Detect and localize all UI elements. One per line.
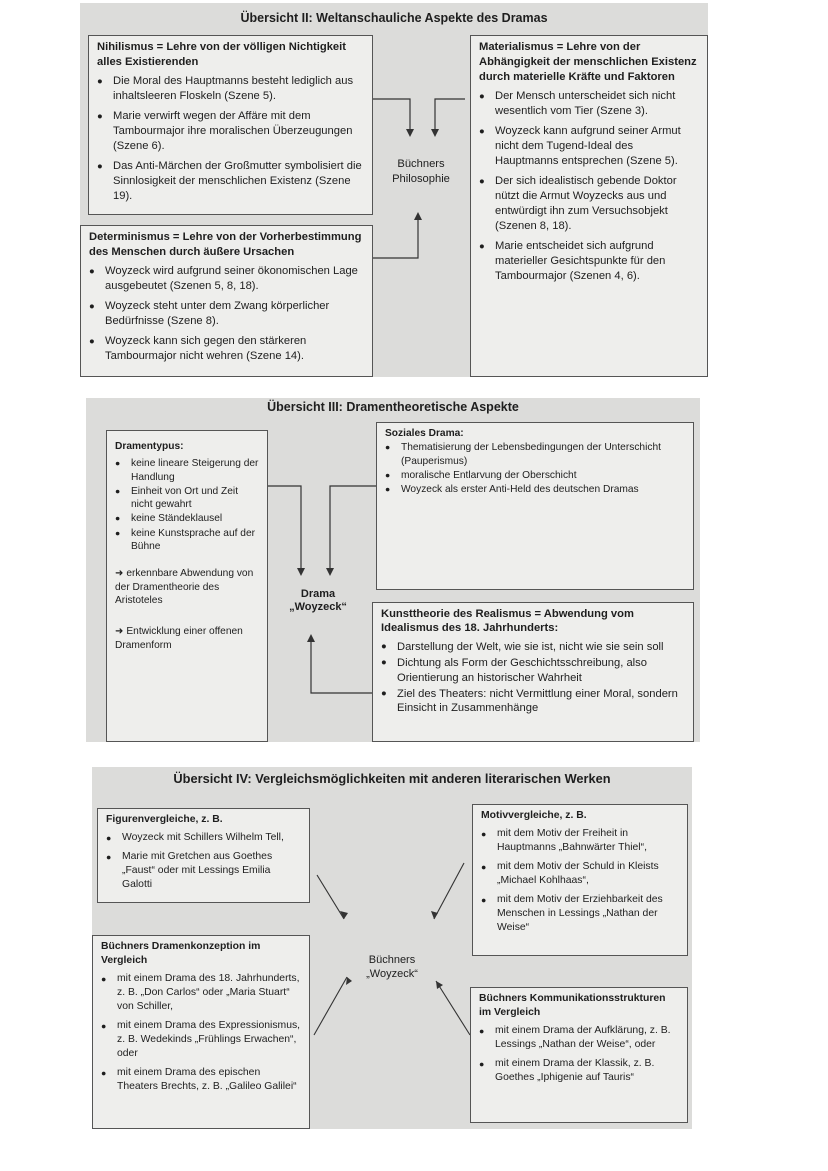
list-item: ● mit einem Drama der Aufklärung, z. B. Lessings „Nathan der Weise“, oder <box>479 1024 679 1052</box>
motiv-heading: Motivvergleiche, z. B. <box>481 810 587 821</box>
list-item: ● mit dem Motiv der Schuld in Kleists „Michael Kohlhaas“, <box>481 860 679 888</box>
list-item: ● Woyzeck kann aufgrund seiner Armut nicht dem Tugend-Ideal des Hauptmanns entsprechen (Szene 5). <box>479 124 699 169</box>
kommunikation-heading: Büchners Kommunikationsstrukturen im Vergleich <box>479 993 666 1018</box>
list-item: ● mit einem Drama der Klassik, z. B. Goethes „Iphigenie auf Tauris“ <box>479 1057 679 1085</box>
center-line-2: „Woyzeck“ <box>366 968 418 980</box>
soziales-heading: Soziales Drama: <box>385 428 464 439</box>
list-item: ● mit dem Motiv der Erziehbarkeit des Menschen in Lessings „Nathan der Weise“ <box>481 893 679 935</box>
center-line-2: „Woyzeck“ <box>289 601 347 614</box>
list-item: ● Woyzeck mit Schillers Wilhelm Tell, <box>106 831 301 845</box>
nihilismus-box <box>88 35 373 215</box>
list-item: ● Das Anti-Märchen der Großmutter symbolisiert die Sinnlosigkeit der menschlichen Existenz (Szene 19). <box>97 159 364 204</box>
philosophy-center-label: Büchners Philosophie <box>392 158 450 185</box>
list-item: ● Woyzeck wird aufgrund seiner ökonomischen Lage ausgebeutet (Szenen 5, 8, 18). <box>89 264 364 294</box>
materialismus-heading: Materialismus = Lehre von der Abhängigkeit der menschlichen Existenz durch materielle Kräfte und Faktoren <box>479 41 697 83</box>
drama-center-label <box>268 588 368 615</box>
dramentypus-box <box>106 430 268 742</box>
open-form-conclusion: ➜ Entwicklung einer offenen Dramenform <box>115 626 243 651</box>
kunsttheorie-box <box>372 602 694 742</box>
list-item: ● keine Kunstsprache auf der Bühne <box>115 527 259 554</box>
overview-2-title: Übersicht II: Weltanschauliche Aspekte des Dramas <box>240 11 548 25</box>
list-item: ● mit dem Motiv der Freiheit in Hauptmanns „Bahnwärter Thiel“, <box>481 827 679 855</box>
figurenvergleiche-box <box>97 808 310 903</box>
overview-3-title: Übersicht III: Dramentheoretische Aspekte <box>267 400 519 414</box>
center-line-1: Drama <box>300 588 336 600</box>
overview-3-panel <box>86 398 700 742</box>
determinismus-box <box>80 225 373 377</box>
aristoteles-conclusion: ➜ erkennbare Abwendung von der Dramentheorie des Aristoteles <box>115 568 254 606</box>
kommunikationsstrukturen-box <box>470 987 688 1123</box>
list-item: ● moralische Entlarvung der Oberschicht <box>385 469 685 482</box>
overview-4-panel <box>92 767 692 1129</box>
determinismus-heading: Determinismus = Lehre von der Vorherbestimmung des Menschen durch äußere Ursachen <box>89 231 362 258</box>
list-item: ● Einheit von Ort und Zeit nicht gewahrt <box>115 485 259 512</box>
list-item: ● keine Ständeklausel <box>115 512 259 525</box>
overview-4-title: Übersicht IV: Vergleichsmöglichkeiten mit anderen literarischen Werken <box>173 771 611 786</box>
dramenkonzeption-box <box>92 935 310 1129</box>
materialismus-box <box>470 35 708 377</box>
center-line-1: Büchners <box>368 954 416 966</box>
list-item: ● Der Mensch unterscheidet sich nicht wesentlich vom Tier (Szene 3). <box>479 89 699 119</box>
list-item: ● Die Moral des Hauptmanns besteht lediglich aus inhaltsleeren Floskeln (Szene 5). <box>97 74 364 104</box>
nihilismus-heading: Nihilismus = Lehre von der völligen Nichtigkeit alles Existierenden <box>97 41 346 68</box>
list-item: ● Woyzeck steht unter dem Zwang körperlicher Bedürfnisse (Szene 8). <box>89 299 364 329</box>
soziales-drama-box <box>376 422 694 590</box>
list-item: ● keine lineare Steigerung der Handlung <box>115 457 259 484</box>
list-item: ● Woyzeck als erster Anti-Held des deutschen Dramas <box>385 483 685 496</box>
list-item: ● Der sich idealistisch gebende Doktor nützt die Armut Woyzecks aus und entwürdigt ihn zum Versuchsobjekt (Szenen 8, 18). <box>479 174 699 234</box>
kunsttheorie-heading: Kunsttheorie des Realismus = Abwendung vom Idealismus des 18. Jahrhunderts: <box>381 608 634 635</box>
list-item: ● Marie entscheidet sich aufgrund materieller Gesichtspunkte für den Tambourmajor (Szenen 4, 6). <box>479 239 699 284</box>
list-item: ● Marie verwirft wegen der Affäre mit dem Tambourmajor ihre moralischen Überzeugungen (Szene 6). <box>97 109 364 154</box>
figuren-heading: Figurenvergleiche, z. B. <box>106 814 223 825</box>
overview-2-panel <box>80 3 708 377</box>
list-item: ● Darstellung der Welt, wie sie ist, nicht wie sie sein soll <box>381 640 685 654</box>
list-item: ● mit einem Drama des Expressionismus, z. B. Wedekinds „Frühlings Erwachen“, oder <box>101 1019 301 1061</box>
list-item: ● Woyzeck kann sich gegen den stärkeren Tambourmajor nicht wehren (Szene 14). <box>89 334 364 364</box>
list-item: ● Thematisierung der Lebensbedingungen der Unterschicht (Pauperismus) <box>385 441 685 468</box>
konzeption-heading: Büchners Dramenkonzeption im Vergleich <box>101 941 261 966</box>
list-item: ● Ziel des Theaters: nicht Vermittlung einer Moral, sondern Einsicht in Zusammenhänge <box>381 687 685 716</box>
list-item: ● mit einem Drama des epischen Theaters Brechts, z. B. „Galileo Galilei“ <box>101 1066 301 1094</box>
list-item: ● Marie mit Gretchen aus Goethes „Faust“ oder mit Lessings Emilia Galotti <box>106 850 301 892</box>
woyzeck-center-label <box>347 953 437 981</box>
list-item: ● mit einem Drama des 18. Jahrhunderts, z. B. „Don Carlos“ oder „Maria Stuart“ von Schiller, <box>101 972 301 1014</box>
dramentypus-heading: Dramentypus: <box>115 441 184 452</box>
list-item: ● Dichtung als Form der Geschichtsschreibung, also Orientierung an historischer Wahrheit <box>381 656 685 685</box>
motivvergleiche-box <box>472 804 688 956</box>
